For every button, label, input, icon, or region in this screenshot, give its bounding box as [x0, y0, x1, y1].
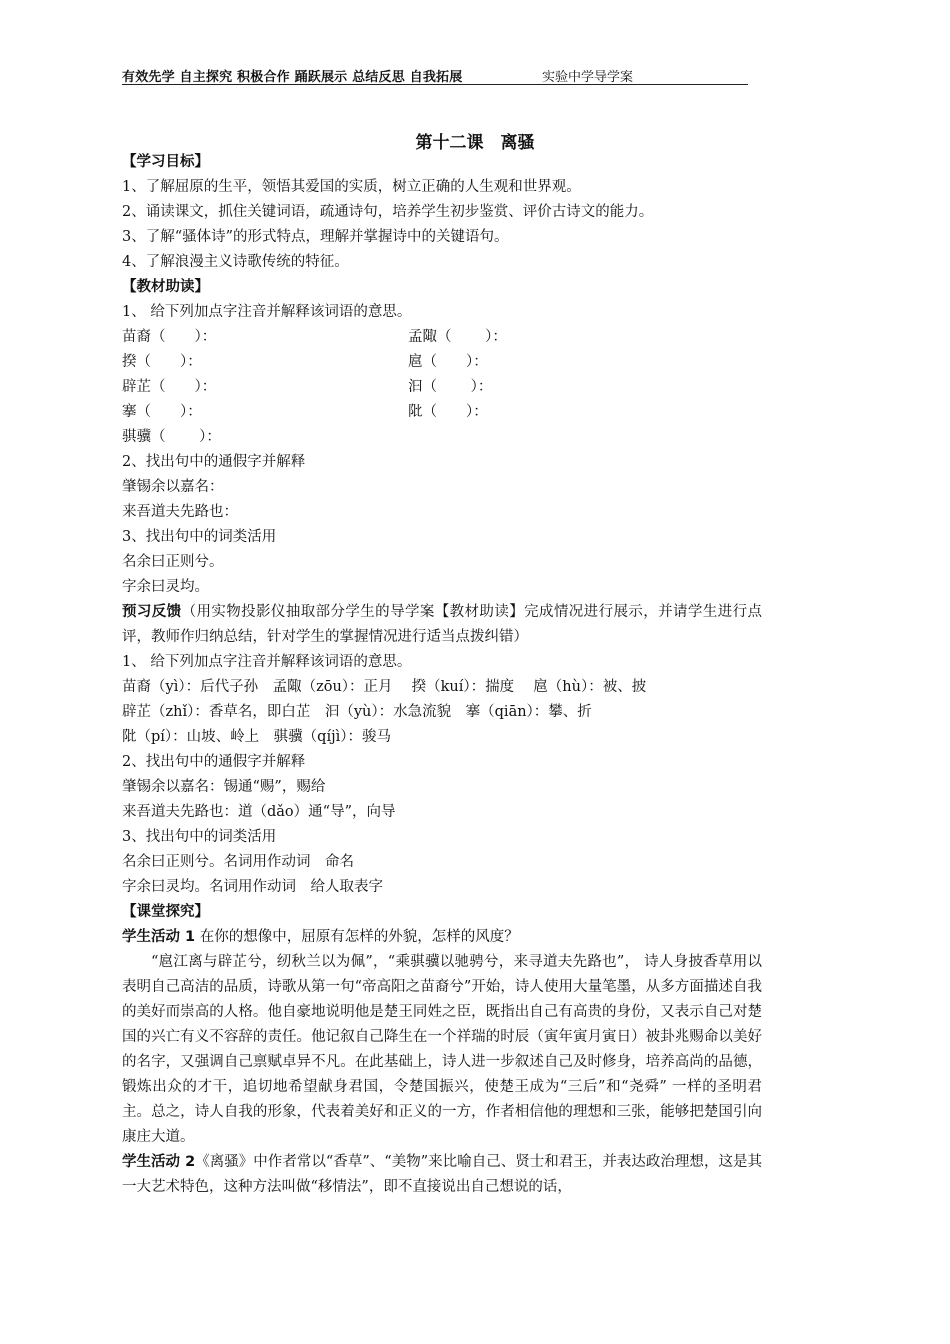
goal-item: 2、诵读课文，抓住关键词语，疏通诗句，培养学生初步鉴赏、评价古诗文的能力。	[122, 204, 654, 220]
material-item: 肇锡余以嘉名：	[122, 479, 224, 495]
material-item: 来吾道夫先路也：	[122, 504, 238, 520]
pinyin-row	[122, 425, 762, 450]
header-slogan: 有效先学 自主探究 积极合作 踊跃展示 总结反思 自我拓展	[122, 70, 463, 85]
pinyin-row	[122, 350, 762, 375]
feedback-item: 肇锡余以嘉名：锡通“赐”，赐给	[122, 779, 326, 795]
feedback-answer: 苗裔（yì）：后代子孙 孟陬（zōu）：正月 揆（kuí）：揣度 扈（hù）：被、披	[122, 679, 647, 695]
pinyin-blank: 苗裔（ ）：	[122, 329, 217, 345]
feedback-question-3: 3、找出句中的词类活用	[122, 829, 277, 845]
feedback-question-1: 1、 给下列加点字注音并解释该词语的意思。	[122, 654, 412, 670]
lesson-title: 第十二课 离骚	[415, 133, 535, 153]
pinyin-blank: 孟陬（ ）：	[408, 329, 507, 345]
material-item: 名余曰正则兮。	[122, 554, 224, 570]
pinyin-blank: 搴（ ）：	[122, 404, 202, 420]
pinyin-row	[122, 325, 762, 350]
feedback-answer: 阰（pí）：山坡、岭上 骐骥（qíjì）：骏马	[122, 729, 391, 745]
pinyin-blank: 辟芷（ ）：	[122, 379, 217, 395]
document-body	[122, 150, 762, 1200]
feedback-item: 名余曰正则兮。名词用作动词 命名	[122, 854, 354, 870]
pinyin-blank: 扈（ ）：	[408, 354, 488, 370]
material-question-3: 3、找出句中的词类活用	[122, 529, 277, 545]
pinyin-row	[122, 375, 762, 400]
activity-1-question	[122, 925, 762, 950]
section-heading-material: 【教材助读】	[122, 279, 209, 295]
feedback-answer: 辟芷（zhǐ）：香草名，即白芷 汩（yù）：水急流貌 搴（qiān）：攀、折	[122, 704, 592, 720]
page-header	[122, 64, 748, 85]
material-question-1: 1、 给下列加点字注音并解释该词语的意思。	[122, 304, 412, 320]
activity-2-paragraph	[122, 1150, 762, 1200]
activity-1-paragraph: “扈江离与辟芷兮，纫秋兰以为佩”，“乘骐骥以驰骋兮，来寻道夫先路也”， 诗人身披香草用以表明自己高洁的品质，诗歌从第一句“帝高阳之苗裔兮”开始，诗人使用大量笔墨，从多方面描述自我的美好而崇高的人格。他自豪地说明他是楚王同姓之臣，既指出自己有高贵的身份，又表示自己对楚国的兴亡有义不容辞的责任。他记叙自己降生在一个祥瑞的时辰（寅年寅月寅日）被卦兆赐命以美好的名字，又强调自己禀赋卓异不凡。在此基础上，诗人进一步叙述自己及时修身，培养高尚的品德，锻炼出众的才干，追切地希望献身君国，令楚国振兴，使楚王成为“三后”和“尧舜” 一样的圣明君主。总之，诗人自我的形象，代表着美好和正义的一方，作者相信他的理想和三张，能够把楚国引向康庄大道。	[122, 954, 762, 1145]
material-question-2: 2、找出句中的通假字并解释	[122, 454, 306, 470]
activity-1-label: 学生活动 1	[122, 929, 196, 945]
feedback-text: （用实物投影仪抽取部分学生的导学案【教材助读】完成情况进行展示，并请学生进行点评，教师作归纳总结，针对学生的掌握情况进行适当点拨纠错）	[122, 604, 763, 645]
goal-item: 4、了解浪漫主义诗歌传统的特征。	[122, 254, 349, 270]
activity-2-text: 《离骚》中作者常以“香草”、“美物”来比喻自己、贤士和君王，并表达政治理想，这是其一大艺术特色，这种方法叫做“移情法”，即不直接说出自己想说的话，	[122, 1154, 762, 1195]
pinyin-row	[122, 400, 762, 425]
goal-item: 1、了解屈原的生平，领悟其爱国的实质，树立正确的人生观和世界观。	[122, 179, 581, 195]
feedback-label: 预习反馈	[122, 604, 182, 620]
activity-1-text: 在你的想像中，屈原有怎样的外貌，怎样的风度？	[195, 929, 519, 945]
feedback-item: 来吾道夫先路也：道（dǎo）通“导”，向导	[122, 804, 396, 820]
goal-item: 3、了解“骚体诗”的形式特点，理解并掌握诗中的关键语句。	[122, 229, 509, 245]
section-heading-explore: 【课堂探究】	[122, 904, 209, 920]
feedback-question-2: 2、找出句中的通假字并解释	[122, 754, 306, 770]
material-item: 字余曰灵均。	[122, 579, 209, 595]
feedback-paragraph	[122, 600, 762, 650]
pinyin-blank: 阰（ ）：	[408, 404, 488, 420]
section-heading-goals: 【学习目标】	[122, 154, 209, 170]
feedback-item: 字余曰灵均。名词用作动词 给人取表字	[122, 879, 383, 895]
pinyin-blank: 骐骥（ ）：	[122, 429, 221, 445]
pinyin-blank: 汩（ ）：	[408, 379, 493, 395]
header-school: 实验中学导学案	[542, 70, 634, 85]
activity-2-label: 学生活动 2	[122, 1154, 196, 1170]
pinyin-blank: 揆（ ）：	[122, 354, 202, 370]
